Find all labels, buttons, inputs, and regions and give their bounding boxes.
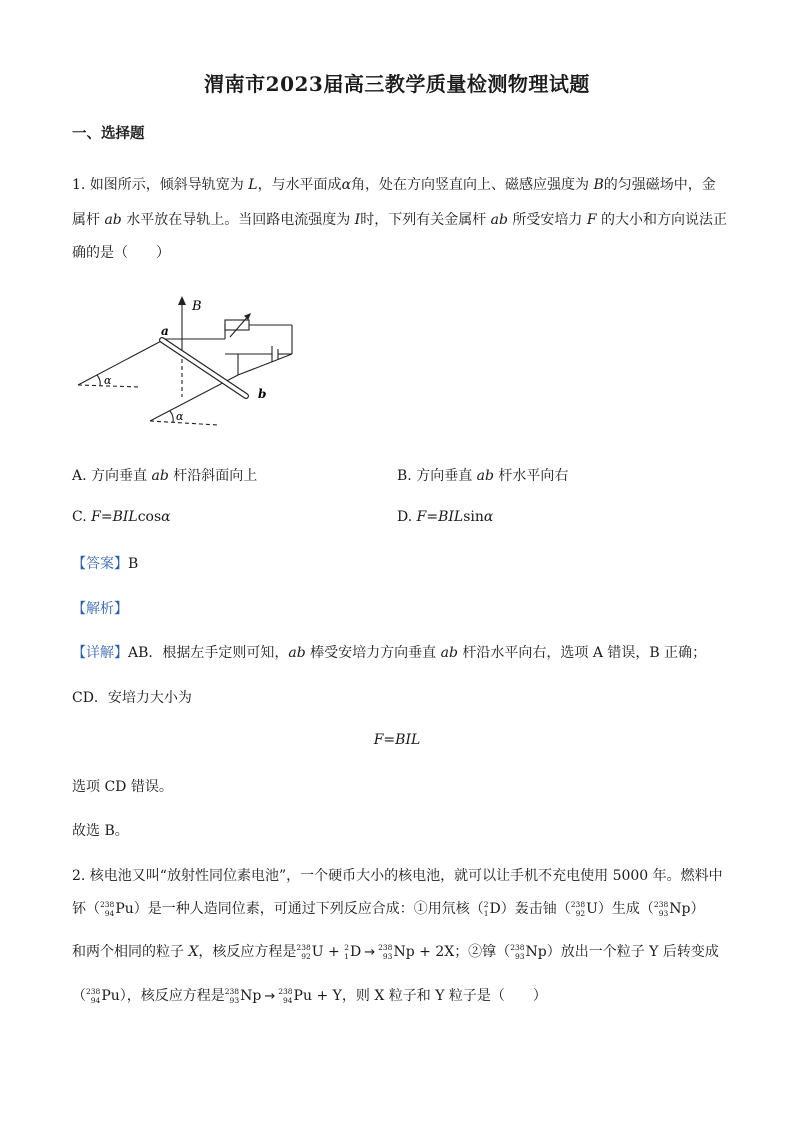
cd-row: CD．安培力大小为 bbox=[72, 690, 192, 706]
nuclide-pu: 238 94 Pu bbox=[100, 900, 134, 918]
figure-label-alpha: α bbox=[104, 374, 112, 387]
answer-label: 【答案】 bbox=[72, 556, 128, 572]
figure-label-a: a bbox=[161, 324, 169, 338]
detail-text: AB．根据左手定则可知， bbox=[128, 645, 289, 661]
option-c-text: C. bbox=[72, 509, 92, 525]
option-d[interactable] bbox=[397, 509, 493, 525]
option-d-formula: F=BIL bbox=[416, 509, 464, 525]
q2-text: ，核反应方程是 bbox=[198, 944, 297, 960]
var-ab: ab bbox=[490, 212, 508, 228]
q1-line-3: 确的是（ ） bbox=[72, 245, 170, 261]
q2-text: 和两个相同的粒子 bbox=[72, 944, 189, 960]
q1-text: 的大小和方向说法正 bbox=[596, 212, 728, 228]
answer-value: B bbox=[128, 556, 139, 572]
q1-text: 角，处在方向竖直向上、磁感应强度为 bbox=[351, 177, 594, 193]
q1-text: 所受安培力 bbox=[507, 212, 587, 228]
figure-label-B: B bbox=[192, 299, 202, 314]
option-c-text: cos bbox=[137, 509, 162, 525]
q1-text: 1. 如图所示，倾斜导轨宽为 bbox=[72, 177, 249, 193]
rail-figure bbox=[70, 292, 310, 434]
page-title: 渭南市2023届高三教学质量检测物理试题 bbox=[204, 72, 590, 96]
q2-line-1: 2. 核电池又叫“放射性同位素电池”，一个硬币大小的核电池，就可以让手机不充电使用 5000 年。燃料中 bbox=[72, 868, 723, 884]
var-ab: ab bbox=[476, 468, 494, 484]
var-ab: ab bbox=[151, 468, 169, 484]
q2-text: ，则 X 粒子和 Y 粒子是（ ） bbox=[341, 988, 547, 1004]
var-L: L bbox=[248, 177, 258, 193]
nuclide-d: 2 1 D bbox=[483, 900, 501, 918]
q1-text: 的匀强磁场中，金 bbox=[603, 177, 716, 193]
figure-label-alpha: α bbox=[176, 410, 184, 423]
cd-wrong-row: 选项 CD 错误。 bbox=[72, 779, 173, 795]
nuclide-np: 238 93 Np bbox=[653, 900, 691, 918]
q2-line-4 bbox=[72, 985, 547, 1005]
option-d-text: D. bbox=[397, 509, 417, 525]
option-b[interactable] bbox=[397, 465, 568, 485]
formula-row: F=BIL bbox=[373, 732, 421, 748]
detail-text: 棒受安培力方向垂直 bbox=[305, 645, 441, 661]
option-b-text: B. 方向垂直 bbox=[397, 468, 477, 484]
reaction-equation-1: 238 92 U + 2 1 D → 238 93 Np + 2X bbox=[296, 943, 455, 961]
var-alpha: α bbox=[483, 509, 494, 525]
q2-line-2 bbox=[72, 898, 704, 918]
q2-text: （ bbox=[72, 988, 86, 1004]
q1-text: 属杆 bbox=[72, 212, 105, 228]
q2-text: ） bbox=[690, 901, 705, 917]
q1-text: ，与水平面成 bbox=[257, 177, 342, 193]
q1-text: 时，下列有关金属杆 bbox=[360, 212, 491, 228]
q2-line-3 bbox=[72, 941, 719, 961]
option-a[interactable] bbox=[72, 465, 257, 485]
detail-row bbox=[72, 642, 706, 662]
q1-line-2 bbox=[72, 209, 727, 229]
nuclide-u: 238 92 U bbox=[570, 900, 598, 918]
option-d-text: sin bbox=[463, 509, 484, 525]
q1-line-1 bbox=[72, 174, 716, 194]
q2-text: ），核反应方程是 bbox=[119, 988, 225, 1004]
section-heading: 一、选择题 bbox=[72, 125, 145, 142]
var-ab: ab bbox=[440, 645, 458, 661]
metal-rod-ab bbox=[162, 340, 246, 396]
q2-text: ）放出一个粒子 Y 后转变成 bbox=[546, 944, 719, 960]
choose-row: 故选 B。 bbox=[72, 823, 129, 839]
analysis-label: 【解析】 bbox=[72, 601, 128, 617]
q2-text: ）轰击铀（ bbox=[500, 901, 571, 917]
option-b-text: 杆水平向右 bbox=[493, 468, 569, 484]
var-X: X bbox=[188, 944, 199, 960]
q2-text: ；②镎（ bbox=[454, 944, 511, 960]
var-alpha: α bbox=[341, 177, 352, 193]
var-alpha: α bbox=[161, 509, 171, 525]
nuclide-pu: 238 94 Pu bbox=[86, 987, 120, 1005]
answer-row bbox=[72, 553, 138, 573]
var-B: B bbox=[593, 177, 604, 193]
q2-text: ）是一种人造同位素，可通过下列反应合成：①用氘核（ bbox=[133, 901, 484, 917]
var-I: I bbox=[354, 212, 361, 228]
option-c[interactable] bbox=[72, 509, 171, 525]
var-ab: ab bbox=[104, 212, 122, 228]
option-a-text: 杆沿斜面向上 bbox=[168, 468, 258, 484]
q2-text: ）生成（ bbox=[597, 901, 654, 917]
q2-text: 钚（ bbox=[72, 901, 100, 917]
var-ab: ab bbox=[288, 645, 306, 661]
option-a-text: A. 方向垂直 bbox=[72, 468, 152, 484]
var-F: F bbox=[586, 212, 597, 228]
reaction-equation-2: 238 93 Np → 238 94 Pu + Y bbox=[224, 987, 342, 1005]
q1-text: 水平放在导轨上。当回路电流强度为 bbox=[121, 212, 355, 228]
nuclide-np: 238 93 Np bbox=[510, 943, 547, 961]
detail-text: 杆沿水平向右，选项 A 错误，B 正确； bbox=[457, 645, 707, 661]
figure-label-b: b bbox=[258, 387, 267, 401]
option-c-formula: F=BIL bbox=[91, 509, 138, 525]
upper-rail bbox=[78, 339, 165, 385]
detail-label: 【详解】 bbox=[72, 645, 128, 661]
